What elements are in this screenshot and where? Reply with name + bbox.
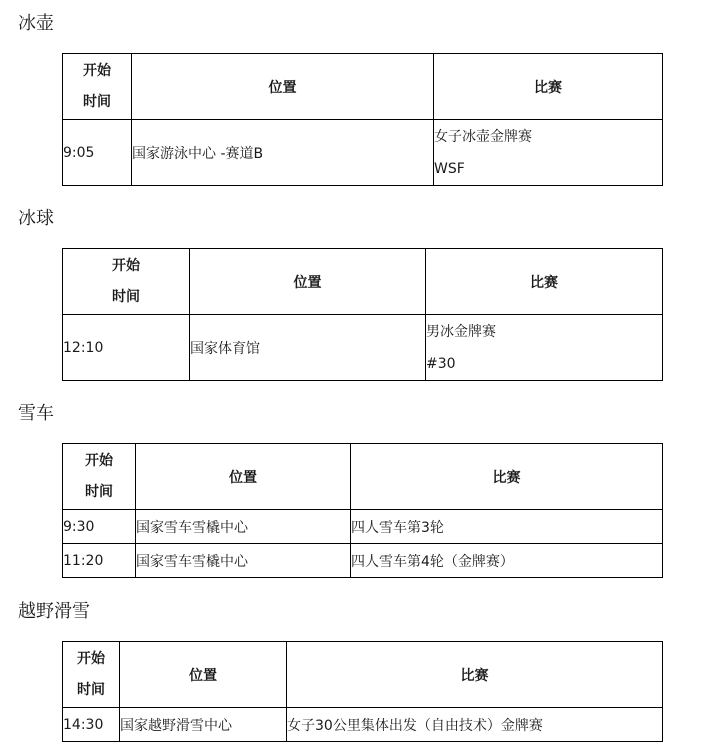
header-event: 比赛 (351, 444, 663, 510)
schedule-table-ice-hockey (62, 248, 663, 381)
cell-event: 四人雪车第3轮 (351, 510, 663, 544)
table-header-row (63, 249, 663, 315)
header-location: 位置 (132, 54, 434, 120)
table-row (63, 544, 663, 578)
cell-time: 12:10 (63, 315, 190, 381)
header-start-time: 开始 时间 (63, 54, 132, 120)
cell-time: 11:20 (63, 544, 136, 578)
cell-location: 国家越野滑雪中心 (120, 708, 287, 742)
table-row (63, 708, 663, 742)
cell-event: 女子30公里集体出发（自由技术）金牌赛 (287, 708, 663, 742)
cell-location: 国家游泳中心 -赛道B (132, 120, 434, 186)
section-title-cross-country-skiing: 越野滑雪 (18, 601, 90, 622)
cell-location: 国家雪车雪橇中心 (136, 544, 351, 578)
cell-time: 9:30 (63, 510, 136, 544)
cell-time: 14:30 (63, 708, 120, 742)
schedule-table-cross-country-skiing (62, 641, 663, 742)
cell-location: 国家体育馆 (190, 315, 426, 381)
table-header-row (63, 642, 663, 708)
table-row (63, 120, 663, 186)
header-start-time: 开始 时间 (63, 642, 120, 708)
header-event: 比赛 (426, 249, 663, 315)
cell-event: 四人雪车第4轮（金牌赛） (351, 544, 663, 578)
section-title-bobsleigh: 雪车 (18, 403, 54, 424)
table-header-row (63, 444, 663, 510)
cell-time: 9:05 (63, 120, 132, 186)
header-start-time: 开始 时间 (63, 249, 190, 315)
header-event: 比赛 (434, 54, 663, 120)
cell-event: 男冰金牌赛 #30 (426, 315, 663, 381)
header-start-time: 开始 时间 (63, 444, 136, 510)
table-row (63, 315, 663, 381)
header-location: 位置 (136, 444, 351, 510)
table-row (63, 510, 663, 544)
header-event: 比赛 (287, 642, 663, 708)
section-title-curling: 冰壶 (18, 13, 54, 34)
schedule-table-curling (62, 53, 663, 186)
header-location: 位置 (190, 249, 426, 315)
header-location: 位置 (120, 642, 287, 708)
table-header-row (63, 54, 663, 120)
schedule-table-bobsleigh (62, 443, 663, 578)
cell-event: 女子冰壶金牌赛 WSF (434, 120, 663, 186)
cell-location: 国家雪车雪橇中心 (136, 510, 351, 544)
section-title-ice-hockey: 冰球 (18, 208, 54, 229)
